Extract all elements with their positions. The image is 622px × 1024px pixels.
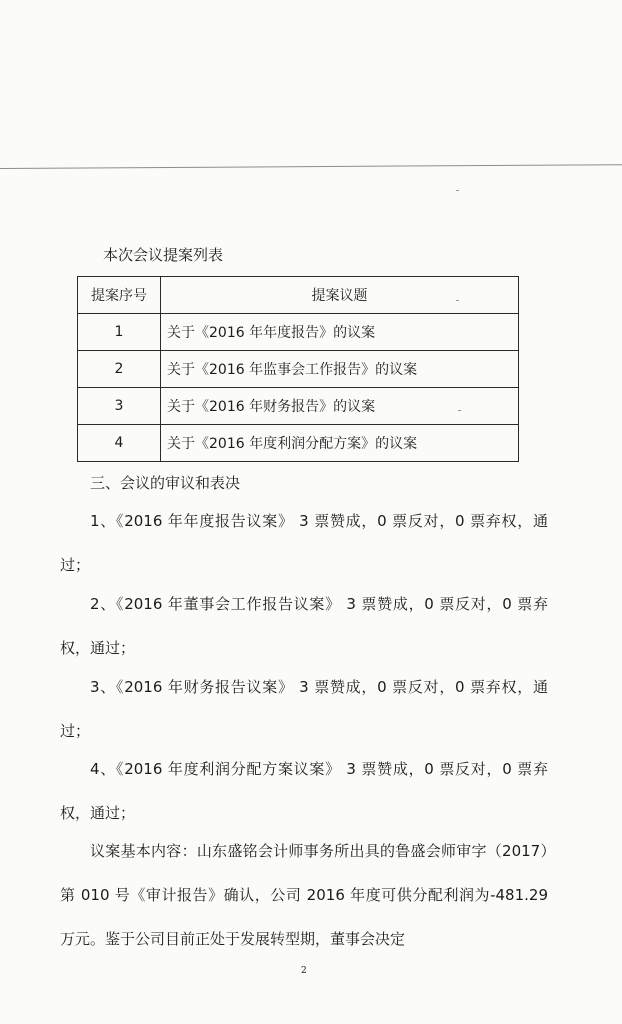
vote-item-2: 2、《2016 年董事会工作报告议案》 3 票赞成，0 票反对，0 票弃权，通过； bbox=[60, 595, 548, 657]
vote-item-3: 3、《2016 年财务报告议案》 3 票赞成，0 票反对，0 票弃权，通过； bbox=[60, 678, 548, 740]
row-seq: 4 bbox=[78, 425, 161, 462]
table-header-row bbox=[78, 277, 519, 314]
scan-speck bbox=[456, 190, 459, 191]
table-row bbox=[78, 425, 519, 462]
table-row bbox=[78, 314, 519, 351]
row-topic: 关于《2016 年年度报告》的议案 bbox=[161, 314, 519, 351]
row-topic: 关于《2016 年财务报告》的议案 bbox=[161, 388, 519, 425]
row-seq: 2 bbox=[78, 351, 161, 388]
row-seq: 1 bbox=[78, 314, 161, 351]
page-number: 2 bbox=[301, 966, 307, 976]
row-topic: 关于《2016 年监事会工作报告》的议案 bbox=[161, 351, 519, 388]
scan-top-rule bbox=[0, 164, 622, 169]
proposal-table bbox=[77, 276, 519, 462]
row-seq: 3 bbox=[78, 388, 161, 425]
header-seq: 提案序号 bbox=[78, 277, 161, 314]
proposal-content: 议案基本内容：山东盛铭会计师事务所出具的鲁盛会师审字（2017）第 010 号《审计报告》确认，公司 2016 年度可供分配利润为-481.29 万元。鉴于公司目前正处于发展转型期，董事会决定 bbox=[60, 842, 548, 948]
vote-item-4: 4、《2016 年度利润分配方案议案》 3 票赞成，0 票反对，0 票弃权，通过； bbox=[60, 760, 548, 822]
header-topic: 提案议题 bbox=[161, 277, 519, 314]
row-topic: 关于《2016 年度利润分配方案》的议案 bbox=[161, 425, 519, 462]
table-row bbox=[78, 351, 519, 388]
section-heading: 三、会议的审议和表决 bbox=[90, 474, 241, 492]
vote-item-1: 1、《2016 年年度报告议案》 3 票赞成，0 票反对，0 票弃权，通过； bbox=[60, 512, 548, 574]
table-title: 本次会议提案列表 bbox=[103, 246, 224, 264]
table-row bbox=[78, 388, 519, 425]
